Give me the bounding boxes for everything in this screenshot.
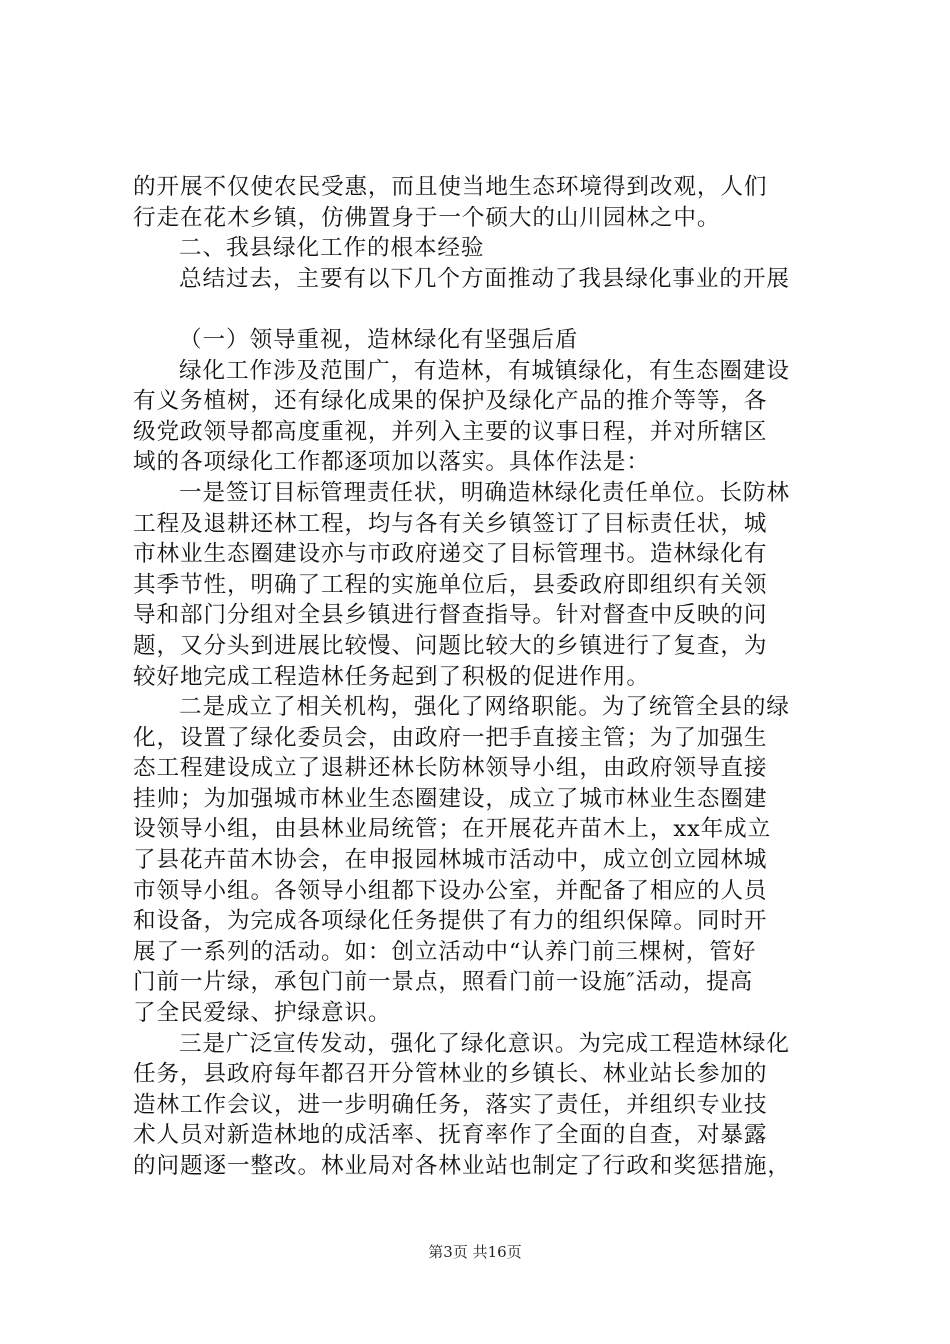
text-line: 导和部门分组对全县乡镇进行督查指导。针对督查中反映的问 <box>133 602 768 629</box>
text-line: 其季节性，明确了工程的实施单位后，县委政府即组织有关领 <box>133 571 768 598</box>
body-text <box>133 172 833 1182</box>
text-line: 三是广泛宣传发动，强化了绿化意识。为完成工程造林绿化 <box>179 1030 790 1057</box>
subsection-heading: （一）领导重视，造林绿化有坚强后盾 <box>179 326 579 353</box>
blank-line <box>133 294 833 325</box>
text-line: 术人员对新造林地的成活率、抚育率作了全面的自查，对暴露 <box>133 1122 768 1149</box>
text-line: 了全民爱绿、护绿意识。 <box>133 1000 392 1027</box>
text-line: 域的各项绿化工作都逐项加以落实。具体作法是： <box>133 449 650 476</box>
text-line: 绿化工作涉及范围广，有造林，有城镇绿化，有生态圈建设 <box>179 357 790 384</box>
text-line: 化，设置了绿化委员会，由政府一把手直接主管；为了加强生 <box>133 724 768 751</box>
text-line: 工程及退耕还林工程，均与各有关乡镇签订了目标责任状，城 <box>133 510 768 537</box>
text-line: 市林业生态圈建设亦与市政府递交了目标管理书。造林绿化有 <box>133 541 768 568</box>
section-heading: 二、我县绿化工作的根本经验 <box>179 235 485 262</box>
text-line: 了县花卉苗木协会，在申报园林城市活动中，成立创立园林城 <box>133 847 768 874</box>
text-line: 造林工作会议，进一步明确任务，落实了责任，并组织专业技 <box>133 1091 768 1118</box>
page-number-footer: 第3页 共16页 <box>428 1243 522 1261</box>
text-line: 行走在花木乡镇，仿佛置身于一个硕大的山川园林之中。 <box>133 204 721 231</box>
text-line: 总结过去，主要有以下几个方面推动了我县绿化事业的开展 <box>179 265 790 292</box>
text-line: 展了一系列的活动。如：创立活动中“认养门前三棵树，管好 <box>133 938 757 965</box>
text-line: 和设备，为完成各项绿化任务提供了有力的组织保障。同时开 <box>133 908 768 935</box>
text-line: 有义务植树，还有绿化成果的保护及绿化产品的推介等等，各 <box>133 388 768 415</box>
text-line: 的问题逐一整改。林业局对各林业站也制定了行政和奖惩措施， <box>133 1153 791 1179</box>
text-line: 态工程建设成立了退耕还林长防林领导小组，由政府领导直接 <box>133 755 768 782</box>
text-line: 二是成立了相关机构，强化了网络职能。为了统管全县的绿 <box>179 694 790 721</box>
text-line: 任务，县政府每年都召开分管林业的乡镇长、林业站长参加的 <box>133 1061 768 1088</box>
text-line: 题，又分头到进展比较慢、问题比较大的乡镇进行了复查，为 <box>133 632 768 659</box>
text-line: 一是签订目标管理责任状，明确造林绿化责任单位。长防林 <box>179 479 790 506</box>
text-line: 级党政领导都高度重视，并列入主要的议事日程，并对所辖区 <box>133 418 768 445</box>
text-line: 的开展不仅使农民受惠，而且使当地生态环境得到改观，人们 <box>133 174 768 200</box>
text-line: 设领导小组，由县林业局统管；在开展花卉苗木上，xx年成立 <box>133 816 772 843</box>
text-line: 门前一片绿，承包门前一景点，照看门前一设施″活动，提高 <box>133 969 754 996</box>
text-line: 较好地完成工程造林任务起到了积极的促进作用。 <box>133 663 650 690</box>
text-line: 挂帅；为加强城市林业生态圈建设，成立了城市林业生态圈建 <box>133 785 768 812</box>
text-line: 市领导小组。各领导小组都下设办公室，并配备了相应的人员 <box>133 877 768 904</box>
